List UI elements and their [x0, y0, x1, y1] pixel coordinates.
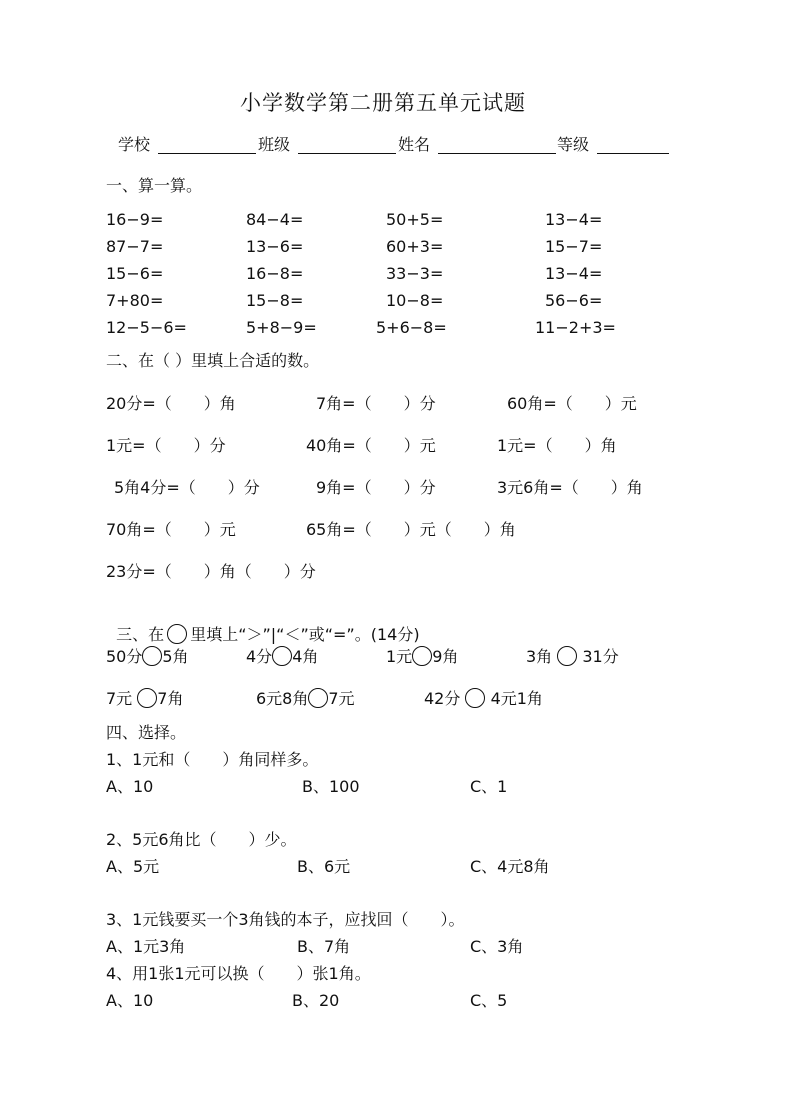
question: 4、用1张1元可以换（ ）张1角。: [106, 964, 371, 983]
compare-right: 9角: [432, 647, 459, 666]
section3-heading-end: 里填上“＞”|“＜”或“=”。(14分): [190, 625, 420, 644]
compare-item: [106, 688, 183, 709]
compare-item: [256, 688, 355, 709]
option[interactable]: B、6元: [297, 857, 351, 876]
compare-left: 1元: [386, 647, 413, 666]
circle-icon: [167, 624, 187, 644]
compare-item: [246, 646, 318, 667]
fill-item: 40角=（ ）元: [306, 436, 436, 455]
problem: 87−7=: [106, 237, 164, 256]
problem: 12−5−6=: [106, 318, 187, 337]
section1-heading: 一、算一算。: [106, 176, 203, 195]
option[interactable]: A、1元3角: [106, 937, 186, 956]
header-grade-label: 等级: [557, 135, 590, 154]
compare-left: 6元8角: [256, 689, 309, 708]
problem: 13−4=: [545, 210, 603, 229]
compare-circle[interactable]: [465, 688, 485, 708]
option[interactable]: A、5元: [106, 857, 160, 876]
compare-right: 4元1角: [490, 689, 543, 708]
compare-right: 7元: [328, 689, 355, 708]
problem: 15−8=: [246, 291, 304, 310]
school-blank[interactable]: [158, 138, 256, 154]
option[interactable]: B、100: [302, 777, 360, 796]
option[interactable]: A、10: [106, 777, 154, 796]
compare-circle[interactable]: [412, 646, 432, 666]
compare-left: 42分: [424, 689, 461, 708]
compare-left: 7元: [106, 689, 133, 708]
compare-right: 4角: [292, 647, 319, 666]
compare-left: 4分: [246, 647, 273, 666]
problem: 56−6=: [545, 291, 603, 310]
question: 2、5元6角比（ ）少。: [106, 830, 297, 849]
compare-left: 3角: [526, 647, 553, 666]
fill-item: 70角=（ ）元: [106, 520, 236, 539]
compare-circle[interactable]: [308, 688, 328, 708]
problem: 16−9=: [106, 210, 164, 229]
option[interactable]: C、3角: [470, 937, 524, 956]
problem: 15−6=: [106, 264, 164, 283]
problem: 13−6=: [246, 237, 304, 256]
compare-right: 31分: [582, 647, 619, 666]
compare-item: [424, 688, 543, 709]
section4-heading: 四、选择。: [106, 723, 187, 742]
fill-item: 65角=（ ）元（ ）角: [306, 520, 516, 539]
problem: 11−2+3=: [535, 318, 616, 337]
compare-circle[interactable]: [137, 688, 157, 708]
problem: 5+6−8=: [376, 318, 447, 337]
option[interactable]: C、1: [470, 777, 508, 796]
grade-blank[interactable]: [597, 138, 669, 154]
compare-left: 50分: [106, 647, 143, 666]
name-blank[interactable]: [438, 138, 556, 154]
problem: 50+5=: [386, 210, 444, 229]
fill-item: 20分=（ ）角: [106, 394, 236, 413]
compare-circle[interactable]: [557, 646, 577, 666]
header-school-label: 学校: [118, 135, 151, 154]
compare-item: [526, 646, 619, 667]
fill-item: 9角=（ ）分: [316, 478, 436, 497]
problem: 13−4=: [545, 264, 603, 283]
class-blank[interactable]: [298, 138, 396, 154]
option[interactable]: B、7角: [297, 937, 351, 956]
problem: 60+3=: [386, 237, 444, 256]
fill-item: 3元6角=（ ）角: [497, 478, 643, 497]
compare-item: [386, 646, 458, 667]
problem: 16−8=: [246, 264, 304, 283]
compare-circle[interactable]: [272, 646, 292, 666]
problem: 33−3=: [386, 264, 444, 283]
header-class-label: 班级: [258, 135, 291, 154]
problem: 10−8=: [386, 291, 444, 310]
compare-right: 7角: [157, 689, 184, 708]
fill-item: 1元=（ ）分: [106, 436, 226, 455]
page-title: 小学数学第二册第五单元试题: [240, 91, 526, 115]
fill-item: 7角=（ ）分: [316, 394, 436, 413]
option[interactable]: A、10: [106, 991, 154, 1010]
problem: 7+80=: [106, 291, 164, 310]
option[interactable]: B、20: [292, 991, 340, 1010]
question: 1、1元和（ ）角同样多。: [106, 750, 319, 769]
fill-item: 60角=（ ）元: [507, 394, 637, 413]
problem: 5+8−9=: [246, 318, 317, 337]
question: 3、1元钱要买一个3角钱的本子，应找回（ ）。: [106, 910, 465, 929]
problem: 15−7=: [545, 237, 603, 256]
section3-heading: [106, 604, 420, 645]
problem: 84−4=: [246, 210, 304, 229]
section2-heading: 二、在（ ）里填上合适的数。: [106, 351, 320, 370]
compare-right: 5角: [162, 647, 189, 666]
section3-heading-start: 三、在: [116, 625, 165, 644]
option[interactable]: C、5: [470, 991, 508, 1010]
option[interactable]: C、4元8角: [470, 857, 550, 876]
fill-item: 5角4分=（ ）分: [114, 478, 260, 497]
fill-item: 1元=（ ）角: [497, 436, 617, 455]
header-name-label: 姓名: [398, 135, 431, 154]
compare-item: [106, 646, 189, 667]
compare-circle[interactable]: [142, 646, 162, 666]
fill-item: 23分=（ ）角（ ）分: [106, 562, 316, 581]
